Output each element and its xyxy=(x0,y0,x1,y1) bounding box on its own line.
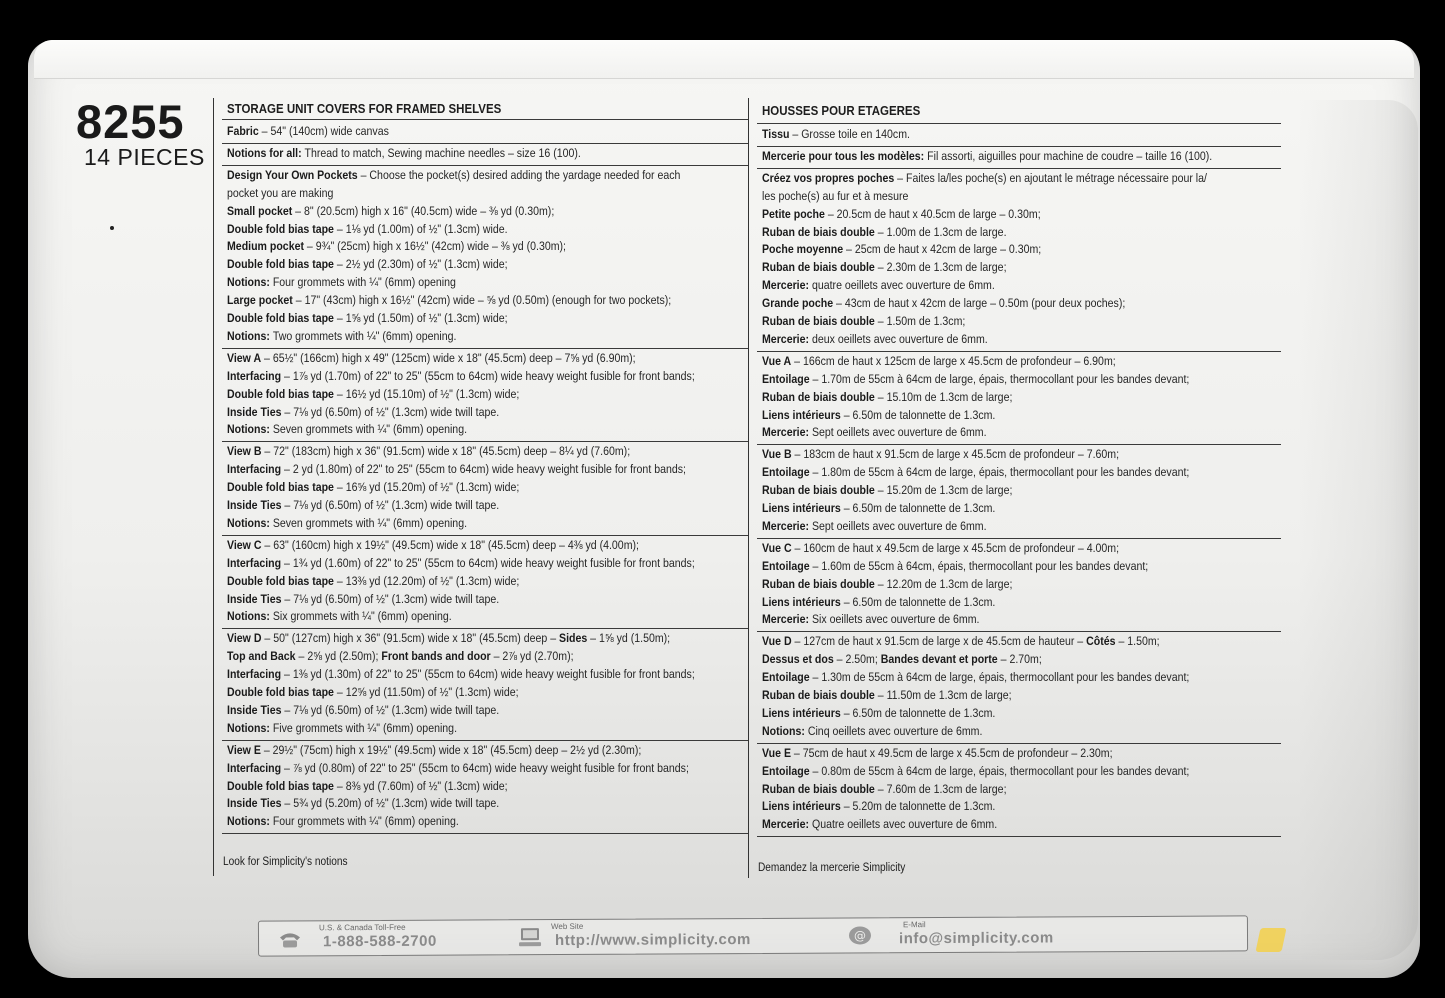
requirement-line xyxy=(227,329,456,343)
requirement-label: Medium pocket xyxy=(227,239,304,254)
requirement-line xyxy=(227,574,519,588)
requirement-text: – 50" (127cm) high x 36" (91.5cm) wide x 18" (45.5cm) deep – xyxy=(261,631,560,646)
section-rule xyxy=(222,833,749,834)
requirement-label: Liens intérieurs xyxy=(762,501,841,515)
requirement-text: – 15.10m de 1.3cm de large; xyxy=(874,389,1013,404)
french-title: HOUSSES POUR ETAGERES xyxy=(762,104,921,118)
section-rule xyxy=(222,165,749,166)
requirement-label: Entoilage xyxy=(762,558,810,573)
requirement-text: deux oeillets avec ouverture de 6mm. xyxy=(811,331,988,346)
section-rule xyxy=(222,740,749,741)
requirement-label: Notions for all: xyxy=(227,145,305,160)
requirement-text: – 7⅛ yd (6.50m) of ½" (1.3cm) wide twill tape. xyxy=(281,591,500,606)
requirement-text: – 6.50m de talonnette de 1.3cm. xyxy=(840,407,996,422)
requirement-line xyxy=(227,204,554,218)
requirement-label: Bandes devant et porte xyxy=(880,652,998,667)
requirement-text: – 7⅛ yd (6.50m) of ½" (1.3cm) wide twill tape. xyxy=(281,702,500,717)
requirement-label: Double fold bias tape xyxy=(227,221,334,236)
requirement-line xyxy=(227,556,695,570)
requirement-text: – 72" (183cm) high x 36" (91.5cm) wide x 18" (45.5cm) deep – 8¼ yd (7.60m); xyxy=(261,444,631,459)
requirement-text: – 1⅝ yd (1.50m) of ½" (1.3cm) wide; xyxy=(333,311,508,325)
requirement-line xyxy=(227,721,457,735)
requirement-line xyxy=(762,612,979,626)
requirement-label: Liens intérieurs xyxy=(762,594,841,609)
requirement-label: Interfacing xyxy=(227,667,282,682)
requirement-text: Thread to match, Sewing machine needles – size 16 (100). xyxy=(304,145,581,160)
requirement-label: Ruban de biais double xyxy=(762,314,875,328)
requirement-label: Double fold bias tape xyxy=(227,257,334,272)
requirement-text: – 1.70m de 55cm à 64cm de large, épais, thermocollant pour les bandes devant; xyxy=(809,371,1190,386)
mail-icon xyxy=(847,924,873,946)
requirement-label: Top and Back xyxy=(227,649,296,664)
requirement-label: View B xyxy=(227,444,262,459)
requirement-text: – 1.50m de 1.3cm; xyxy=(874,314,966,328)
requirement-label: Sides xyxy=(559,631,588,646)
requirement-text: Sept oeillets avec ouverture de 6mm. xyxy=(811,518,987,533)
requirement-text: – 0.80m de 55cm à 64cm de large, épais, thermocollant pour les bandes devant; xyxy=(809,763,1190,778)
requirement-line xyxy=(762,171,1207,185)
requirement-label: Double fold bias tape xyxy=(227,311,334,325)
requirement-label: Mercerie: xyxy=(762,817,812,832)
requirement-text: Cinq oeillets avec ouverture de 6mm. xyxy=(807,723,983,738)
requirement-line xyxy=(227,257,508,271)
requirement-line xyxy=(762,746,1113,760)
requirement-line xyxy=(762,260,1007,274)
requirement-label: Double fold bias tape xyxy=(227,685,334,699)
requirement-text: – ⅞ yd (0.80m) of 22" to 25" (55cm to 64cm) wide heavy weight fusible for front bands; xyxy=(281,760,689,775)
requirement-line xyxy=(227,667,695,681)
requirement-text: – Choose the pocket(s) desired adding the yardage needed for each xyxy=(357,167,681,182)
requirement-label: Ruban de biais double xyxy=(762,483,875,498)
requirement-line xyxy=(762,782,1007,796)
requirement-label: Vue A xyxy=(762,353,792,368)
requirement-label: Entoilage xyxy=(762,465,810,480)
requirement-line xyxy=(227,275,456,289)
requirement-text: Quatre oeillets avec ouverture de 6mm. xyxy=(811,817,998,832)
requirement-label: Inside Ties xyxy=(227,404,282,419)
requirement-text: – 2⅞ yd (2.70m); xyxy=(490,649,574,664)
requirement-label: Inside Ties xyxy=(227,591,282,606)
section-rule xyxy=(757,351,1281,352)
requirement-line xyxy=(227,592,499,606)
requirement-text: pocket you are making xyxy=(227,185,334,200)
requirement-label: Poche moyenne xyxy=(762,242,844,257)
requirement-text: – 1¾ yd (1.60m) of 22" to 25" (55cm to 64cm) wide heavy weight fusible for front bands; xyxy=(281,555,695,570)
requirement-text: – 54" (140cm) wide canvas xyxy=(258,124,389,138)
requirement-text: quatre oeillets avec ouverture de 6mm. xyxy=(811,278,995,293)
requirement-line xyxy=(227,311,508,325)
requirement-line xyxy=(227,779,508,793)
requirement-text: – 1.80m de 55cm à 64cm de large, épais, thermocollant pour les bandes devant; xyxy=(809,465,1190,480)
requirement-label: Inside Ties xyxy=(227,498,282,512)
requirement-label: Fabric xyxy=(227,124,259,138)
requirement-line xyxy=(762,634,1160,648)
requirement-line xyxy=(227,498,499,512)
contact-bar xyxy=(258,915,1248,956)
requirement-line xyxy=(762,225,1007,239)
requirement-line xyxy=(762,447,1119,461)
requirement-text: – 63" (160cm) high x 19½" (49.5cm) wide x 18" (45.5cm) deep – 4⅜ yd (4.00m); xyxy=(261,537,639,552)
requirement-text: – 9¾" (25cm) high x 16½" (42cm) wide – ⅜ yd (0.30m); xyxy=(303,239,567,254)
requirement-label: Double fold bias tape xyxy=(227,778,334,793)
section-rule xyxy=(757,444,1281,445)
requirement-text: – 6.50m de talonnette de 1.3cm. xyxy=(840,594,996,609)
requirement-text: – 43cm de haut x 42cm de large – 0.50m (pour deux poches); xyxy=(833,296,1126,311)
requirement-label: Small pocket xyxy=(227,203,293,218)
requirement-label: Entoilage xyxy=(762,371,810,386)
requirement-line xyxy=(227,703,499,717)
requirement-line xyxy=(227,538,639,552)
section-rule xyxy=(757,631,1281,632)
requirement-label: Grande poche xyxy=(762,296,834,311)
email-caption: E-Mail xyxy=(902,920,926,930)
requirement-label: Côtés xyxy=(1086,634,1116,649)
requirement-text: – 1.00m de 1.3cm de large. xyxy=(874,224,1007,239)
requirement-text: – 1⅞ yd (1.70m) of 22" to 25" (55cm to 64cm) wide heavy weight fusible for front bands; xyxy=(281,368,695,383)
requirement-label: Notions: xyxy=(227,328,273,343)
requirement-line xyxy=(762,149,1212,163)
requirement-text: – 16⅝ yd (15.20m) of ½" (1.3cm) wide; xyxy=(333,480,520,495)
requirement-text: – 6.50m de talonnette de 1.3cm. xyxy=(840,501,996,515)
requirement-line xyxy=(762,354,1116,368)
requirement-text: les poche(s) au fur et à mesure xyxy=(762,188,909,203)
requirement-label: Entoilage xyxy=(762,670,810,685)
requirement-line xyxy=(227,351,636,365)
requirement-text: – 1⅛ yd (1.00m) of ½" (1.3cm) wide. xyxy=(333,221,508,236)
requirement-label: View A xyxy=(227,350,262,365)
requirement-line xyxy=(762,278,995,292)
requirement-text: – 2.50m; xyxy=(833,652,881,667)
requirement-text: – 12.20m de 1.3cm de large; xyxy=(874,576,1013,591)
requirement-text: – 2½ yd (2.30m) of ½" (1.3cm) wide; xyxy=(333,257,508,272)
requirement-line xyxy=(762,688,1012,702)
section-rule xyxy=(222,143,749,144)
french-requirements xyxy=(748,98,1280,878)
requirement-label: Entoilage xyxy=(762,763,810,778)
phone-number[interactable]: 1-888-588-2700 xyxy=(322,932,437,951)
requirement-line xyxy=(227,186,333,200)
requirement-label: Liens intérieurs xyxy=(762,799,841,814)
requirement-line xyxy=(227,124,389,138)
requirement-text: – 8" (20.5cm) high x 16" (40.5cm) wide – ⅜ yd (0.30m); xyxy=(292,203,555,218)
requirement-text: – 12⅝ yd (11.50m) of ½" (1.3cm) wide; xyxy=(333,685,519,699)
requirement-text: Seven grommets with ¼" (6mm) opening. xyxy=(272,515,468,530)
section-rule xyxy=(757,146,1281,147)
requirement-text: Two grommets with ¼" (6mm) opening. xyxy=(272,328,457,343)
requirement-text: Six oeillets avec ouverture de 6mm. xyxy=(811,612,980,627)
telephone-icon xyxy=(277,927,303,949)
requirement-line xyxy=(762,724,982,738)
requirement-line xyxy=(762,189,908,203)
requirement-label: Inside Ties xyxy=(227,702,282,717)
requirement-line xyxy=(762,465,1189,479)
requirement-text: – 20.5cm de haut x 40.5cm de large – 0.30m; xyxy=(824,206,1041,221)
requirement-text: – 16½ yd (15.10m) of ½" (1.3cm) wide; xyxy=(333,386,520,401)
requirement-label: Créez vos propres poches xyxy=(762,170,895,185)
requirement-label: Interfacing xyxy=(227,555,282,570)
requirement-label: Double fold bias tape xyxy=(227,386,334,401)
requirement-label: Mercerie: xyxy=(762,518,812,533)
requirement-text: – 11.50m de 1.3cm de large; xyxy=(874,688,1012,702)
requirement-line xyxy=(762,207,1041,221)
section-rule xyxy=(222,441,749,442)
requirement-label: Dessus et dos xyxy=(762,652,834,667)
requirement-line xyxy=(227,146,581,160)
requirement-label: Ruban de biais double xyxy=(762,389,875,404)
requirement-text: – 160cm de haut x 49.5cm de large x 45.5cm de profondeur – 4.00m; xyxy=(791,540,1120,555)
requirement-line xyxy=(227,609,452,623)
english-requirements xyxy=(213,98,748,876)
requirement-label: Tissu xyxy=(762,127,790,141)
web-caption: Web Site xyxy=(550,921,584,932)
requirement-text: – 7⅛ yd (6.50m) of ½" (1.3cm) wide twill tape. xyxy=(281,404,500,419)
requirement-text: – 75cm de haut x 49.5cm de large x 45.5cm de profondeur – 2.30m; xyxy=(790,745,1113,760)
requirement-label: Notions: xyxy=(227,275,273,290)
requirement-line xyxy=(227,444,630,458)
requirement-label: Large pocket xyxy=(227,293,293,308)
requirement-text: – 1⅝ yd (1.50m); xyxy=(587,631,671,646)
requirement-line xyxy=(762,332,988,346)
requirement-label: Vue B xyxy=(762,447,792,462)
requirement-label: Double fold bias tape xyxy=(227,573,334,588)
requirement-line xyxy=(762,559,1148,573)
requirement-text: – 8⅜ yd (7.60m) of ½" (1.3cm) wide; xyxy=(333,778,508,793)
requirement-line xyxy=(762,817,997,831)
requirement-line xyxy=(227,516,467,530)
requirement-line xyxy=(227,293,671,307)
requirement-text: – Faites la/les poche(s) en ajoutant le métrage nécessaire pour la/ xyxy=(894,170,1207,185)
requirement-line xyxy=(762,541,1119,555)
requirement-line xyxy=(227,743,641,757)
requirement-line xyxy=(227,422,467,436)
requirement-text: – 17" (43cm) high x 16½" (42cm) wide – ⅝ yd (0.50m) (enough for two pockets); xyxy=(292,293,672,308)
requirement-text: – 1⅜ yd (1.30m) of 22" to 25" (55cm to 64cm) wide heavy weight fusible for front bands; xyxy=(281,667,695,682)
requirement-text: – 25cm de haut x 42cm de large – 0.30m; xyxy=(843,242,1042,257)
requirement-label: Mercerie: xyxy=(762,331,812,346)
requirement-line xyxy=(227,405,499,419)
requirement-label: Front bands and door xyxy=(381,649,491,664)
yellow-corner-patch xyxy=(1255,928,1286,952)
requirement-line xyxy=(762,595,995,609)
requirement-text: Five grommets with ¼" (6mm) opening. xyxy=(272,720,458,735)
requirement-line xyxy=(227,814,459,828)
requirement-text: Four grommets with ¼" (6mm) opening. xyxy=(272,814,459,829)
requirement-text: – 2 yd (1.80m) of 22" to 25" (55cm to 64cm) wide heavy weight fusible for front bands; xyxy=(281,462,686,477)
french-footnote: Demandez la mercerie Simplicity xyxy=(758,862,906,874)
requirement-line xyxy=(227,462,686,476)
requirement-line xyxy=(762,296,1125,310)
requirement-text: – 5.20m de talonnette de 1.3cm. xyxy=(840,799,996,814)
requirement-text: – 183cm de haut x 91.5cm de large x 45.5cm de profondeur – 7.60m; xyxy=(791,447,1120,462)
requirement-label: Ruban de biais double xyxy=(762,576,875,591)
requirement-line xyxy=(762,519,987,533)
requirement-line xyxy=(227,239,566,253)
requirement-label: Design Your Own Pockets xyxy=(227,167,358,182)
piece-count: 14 PIECES xyxy=(84,144,205,170)
requirement-label: Interfacing xyxy=(227,368,282,383)
requirement-line xyxy=(762,670,1189,684)
requirement-label: Interfacing xyxy=(227,760,282,775)
requirement-line xyxy=(227,480,519,494)
requirement-text: Seven grommets with ¼" (6mm) opening. xyxy=(272,422,468,437)
requirement-line xyxy=(762,242,1041,256)
requirement-label: Liens intérieurs xyxy=(762,705,841,720)
requirement-line xyxy=(762,408,995,422)
section-rule xyxy=(757,168,1281,169)
requirement-text: – 7⅛ yd (6.50m) of ½" (1.3cm) wide twill tape. xyxy=(281,498,500,512)
requirement-line xyxy=(227,685,519,699)
section-rule xyxy=(222,119,749,120)
requirement-label: Mercerie: xyxy=(762,612,812,627)
phone-caption: U.S. & Canada Toll-Free xyxy=(318,922,406,933)
requirement-text: – 13⅜ yd (12.20m) of ½" (1.3cm) wide; xyxy=(333,573,520,588)
requirement-text: – 2.30m de 1.3cm de large; xyxy=(874,260,1007,275)
requirement-label: Ruban de biais double xyxy=(762,688,875,702)
requirement-line xyxy=(762,652,1042,666)
requirement-text: – 2.70m; xyxy=(997,652,1042,667)
email-link[interactable]: info@simplicity.com xyxy=(898,929,1054,948)
requirement-label: Ruban de biais double xyxy=(762,224,875,239)
english-footnote: Look for Simplicity's notions xyxy=(223,856,348,868)
pattern-number: 8255 xyxy=(76,95,185,148)
requirement-label: Vue C xyxy=(762,540,792,555)
requirement-label: Notions: xyxy=(227,515,273,530)
requirement-line xyxy=(762,577,1012,591)
requirement-line xyxy=(762,799,995,813)
requirement-text: – 2⅝ yd (2.50m); xyxy=(295,649,382,664)
requirement-text: – 5¾ yd (5.20m) of ½" (1.3cm) wide twill tape. xyxy=(281,796,500,811)
section-rule xyxy=(757,743,1281,744)
english-title: STORAGE UNIT COVERS FOR FRAMED SHELVES xyxy=(227,102,502,116)
requirement-text: – 7.60m de 1.3cm de large; xyxy=(874,781,1007,796)
requirement-text: – 15.20m de 1.3cm de large; xyxy=(874,483,1013,498)
requirement-text: – 65½" (166cm) high x 49" (125cm) wide x 18" (45.5cm) deep – 7⅝ yd (6.90m); xyxy=(261,350,636,365)
requirement-line xyxy=(762,764,1189,778)
requirement-line xyxy=(762,706,995,720)
requirement-line xyxy=(762,372,1189,386)
requirement-label: Vue E xyxy=(762,745,791,760)
requirement-line xyxy=(227,631,670,645)
requirement-label: Notions: xyxy=(762,723,808,738)
requirement-label: Mercerie: xyxy=(762,425,812,440)
requirement-text: – 166cm de haut x 125cm de large x 45.5cm de profondeur – 6.90m; xyxy=(791,353,1116,368)
requirement-label: Inside Ties xyxy=(227,796,282,811)
requirement-text: – 127cm de haut x 91.5cm de large x de 45.5cm de hauteur – xyxy=(791,634,1087,649)
pencil-dot xyxy=(110,226,114,230)
section-rule xyxy=(757,538,1281,539)
requirement-label: Ruban de biais double xyxy=(762,260,875,275)
requirement-line xyxy=(227,369,695,383)
requirement-label: View D xyxy=(227,631,262,646)
requirement-line xyxy=(762,314,965,328)
requirement-text: – 1.30m de 55cm à 64cm de large, épais, thermocollant pour les bandes devant; xyxy=(809,670,1190,685)
section-rule xyxy=(757,123,1281,124)
requirement-label: Mercerie: xyxy=(762,278,812,293)
website-link[interactable]: http://www.simplicity.com xyxy=(554,931,751,950)
requirement-label: Double fold bias tape xyxy=(227,480,334,495)
requirement-label: Ruban de biais double xyxy=(762,781,875,796)
requirement-label: Notions: xyxy=(227,422,273,437)
requirement-line xyxy=(762,501,995,515)
requirement-line xyxy=(762,390,1012,404)
requirement-line xyxy=(227,222,508,236)
requirement-label: Petite poche xyxy=(762,206,825,221)
requirement-label: View C xyxy=(227,537,262,552)
requirement-text: Four grommets with ¼" (6mm) opening xyxy=(272,275,456,290)
requirement-text: – 1.60m de 55cm à 64cm, épais, thermocollant pour les bandes devant; xyxy=(809,558,1149,573)
requirement-text: Fil assorti, aiguilles pour machine de coudre – taille 16 (100). xyxy=(927,148,1213,163)
requirement-text: – Grosse toile en 140cm. xyxy=(789,127,910,141)
requirement-label: Mercerie pour tous les modèles: xyxy=(762,148,928,163)
requirement-line xyxy=(227,387,519,401)
requirement-label: Interfacing xyxy=(227,462,282,477)
requirement-text: Six grommets with ¼" (6mm) opening. xyxy=(272,609,452,624)
requirement-line xyxy=(762,483,1012,497)
requirement-line xyxy=(227,649,574,663)
section-rule xyxy=(222,348,749,349)
section-rule xyxy=(222,535,749,536)
requirement-line xyxy=(762,127,910,141)
computer-icon xyxy=(517,926,543,948)
requirement-line xyxy=(227,761,689,775)
requirement-text: – 6.50m de talonnette de 1.3cm. xyxy=(840,705,996,720)
section-rule xyxy=(222,628,749,629)
requirement-line xyxy=(227,796,499,810)
requirement-line xyxy=(227,168,680,182)
requirement-text: Sept oeillets avec ouverture de 6mm. xyxy=(811,425,987,440)
requirement-label: View E xyxy=(227,742,261,757)
requirement-text: – 29½" (75cm) high x 19½" (49.5cm) wide x 18" (45.5cm) deep – 2½ yd (2.30m); xyxy=(260,742,642,757)
requirement-label: Vue D xyxy=(762,634,792,649)
requirement-text: – 1.50m; xyxy=(1115,634,1160,649)
requirement-label: Notions: xyxy=(227,609,273,624)
requirement-label: Liens intérieurs xyxy=(762,407,841,422)
requirement-label: Notions: xyxy=(227,720,273,735)
requirement-label: Notions: xyxy=(227,814,273,829)
requirement-line xyxy=(762,425,987,439)
svg-text:@: @ xyxy=(853,928,867,943)
section-rule xyxy=(757,836,1281,837)
